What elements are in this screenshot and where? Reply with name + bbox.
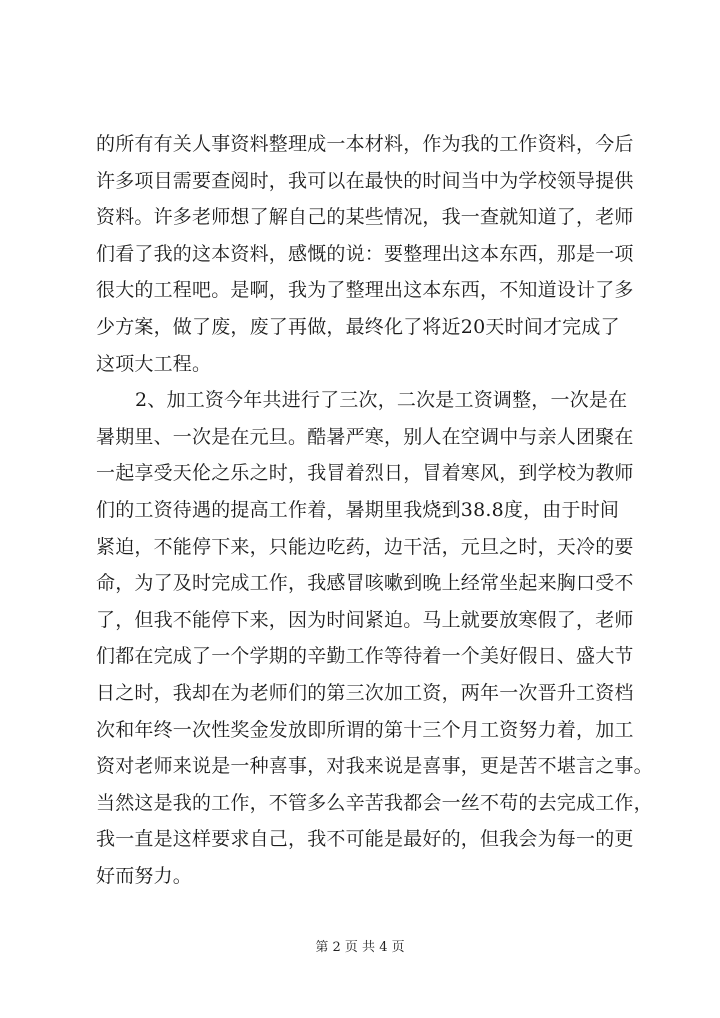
text-line: 暑期里、一次是在元旦。酷暑严寒，别人在空调中与亲人团聚在 [96,425,634,448]
text-line: 好而努力。 [96,864,193,887]
text-line: 我一直是这样要求自己，我不可能是最好的，但我会为每一的更 [96,828,634,851]
text-line: 日之时，我却在为老师们的第三次加工资，两年一次晋升工资档 [96,681,634,704]
text-line: 们都在完成了一个学期的辛勤工作等待着一个美好假日、盛大节 [96,645,634,668]
text-line: 紧迫，不能停下来，只能边吃药，边干活，元旦之时，天冷的要 [96,535,634,558]
text-line: 这项大工程。 [96,352,212,375]
text-line: 们看了我的这本资料，感慨的说：要整理出这本东西，那是一项 [96,242,634,265]
text-line: 很大的工程吧。是啊，我为了整理出这本东西，不知道设计了多 [96,279,634,302]
text-line: 的所有有关人事资料整理成一本材料，作为我的工作资料，今后 [96,133,634,155]
text-line: 少方案，做了废，废了再做，最终化了将近20天时间才完成了 [96,315,620,338]
text-line: 次和年终一次性奖金发放即所谓的第十三个月工资努力着，加工 [96,718,634,741]
text-line: 许多项目需要查阅时，我可以在最快的时间当中为学校领导提供 [96,169,634,192]
text-line: 命，为了及时完成工作，我感冒咳嗽到晚上经常坐起来胸口受不 [96,572,634,595]
body-text [96,126,653,894]
text-line: 一起享受天伦之乐之时，我冒着烈日，冒着寒风，到学校为教师 [96,462,634,485]
text-line: 资对老师来说是一种喜事，对我来说是喜事，更是苦不堪言之事。 [96,755,653,778]
text-line: 当然这是我的工作，不管多么辛苦我都会一丝不苟的去完成工作， [96,791,653,814]
text-line: 资料。许多老师想了解自己的某些情况，我一查就知道了，老师 [96,206,634,229]
page-number-footer: 第 2 页 共 4 页 [315,940,405,955]
paragraph-start-line: 2、加工资今年共进行了三次，二次是工资调整，一次是在 [135,389,628,412]
text-line: 们的工资待遇的提高工作着，暑期里我烧到38.8度，由于时间 [96,498,620,521]
text-line: 了，但我不能停下来，因为时间紧迫。马上就要放寒假了，老师 [96,608,634,631]
